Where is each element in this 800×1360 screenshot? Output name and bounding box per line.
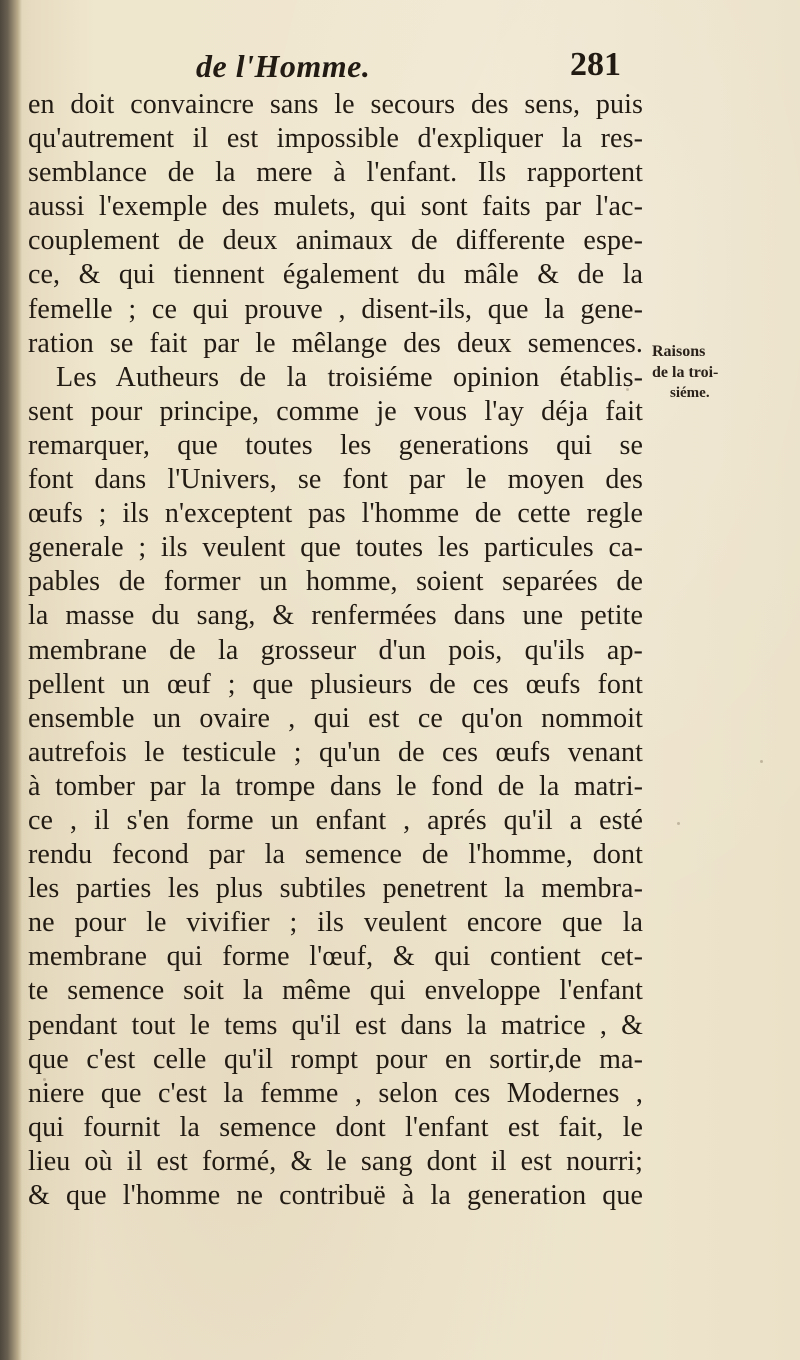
text-line: la masse du sang, & renfermées dans une petite [28,600,643,632]
text-line: les parties les plus subtiles penetrent la membra- [28,873,643,905]
text-line: & que l'homme ne contribuë à la generation que [28,1180,643,1211]
margin-note-line: Raisons [652,343,706,360]
text-line: te semence soit la même qui enveloppe l'enfant [28,975,643,1007]
text-line: font dans l'Univers, se font par le moyen des [28,464,643,496]
margin-note-line: de la troi- [652,364,719,381]
paper-speck [626,388,629,391]
text-line: œufs ; ils n'exceptent pas l'homme de cette regle [28,498,643,530]
text-line: semblance de la mere à l'enfant. Ils rapportent [28,157,643,189]
text-line: couplement de deux animaux de differente espe- [28,225,643,257]
text-line: membrane de la grosseur d'un pois, qu'ils ap- [28,634,643,666]
text-line: à tomber par la trompe dans le fond de la matri- [28,770,643,802]
paragraph-start-line: Les Autheurs de la troisiéme opinion établis- [56,361,643,393]
paper-speck [43,1078,46,1081]
text-line: remarquer, que toutes les generations qui se [28,429,643,461]
paper-speck [677,822,680,825]
text-line: sent pour principe, comme je vous l'ay déja fait [28,395,643,427]
page-number: 281 [570,46,621,83]
text-line: femelle ; ce qui prouve , disent-ils, que la gene- [28,293,643,325]
text-line: ration se fait par le mêlange des deux semences. [28,327,643,359]
text-line: membrane qui forme l'œuf, & qui contient cet- [28,941,643,973]
margin-note [652,341,780,404]
main-text-block [28,88,643,1213]
text-line: aussi l'exemple des mulets, qui sont faits par l'ac- [28,191,643,223]
margin-note-line: siéme. [670,385,710,401]
text-line: qu'autrement il est impossible d'expliquer la res- [28,123,643,155]
text-line: ensemble un ovaire , qui est ce qu'on nommoit [28,702,643,734]
text-line: ne pour le vivifier ; ils veulent encore que la [28,907,643,939]
running-head: de l'Homme. [196,48,371,84]
text-line: qui fournit la semence dont l'enfant est fait, le [28,1111,643,1143]
text-line: pables de former un homme, soient separées de [28,566,643,598]
text-line: pendant tout le tems qu'il est dans la matrice , & [28,1009,643,1041]
text-line: ce , il s'en forme un enfant , aprés qu'il a esté [28,804,643,836]
text-line: generale ; ils veulent que toutes les particules ca- [28,532,643,564]
text-line: niere que c'est la femme , selon ces Modernes , [28,1077,643,1109]
paper-speck [760,760,763,763]
page-header [0,44,800,90]
text-line: en doit convaincre sans le secours des sens, puis [28,89,643,120]
binding-gutter-shadow [0,0,22,1360]
text-line: que c'est celle qu'il rompt pour en sortir,de ma- [28,1043,643,1075]
text-line: pellent un œuf ; que plusieurs de ces œufs font [28,668,643,700]
text-line: autrefois le testicule ; qu'un de ces œufs venant [28,736,643,768]
text-line: rendu fecond par la semence de l'homme, dont [28,839,643,871]
text-line: ce, & qui tiennent également du mâle & de la [28,259,643,291]
text-line: lieu où il est formé, & le sang dont il est nourri; [28,1145,643,1177]
